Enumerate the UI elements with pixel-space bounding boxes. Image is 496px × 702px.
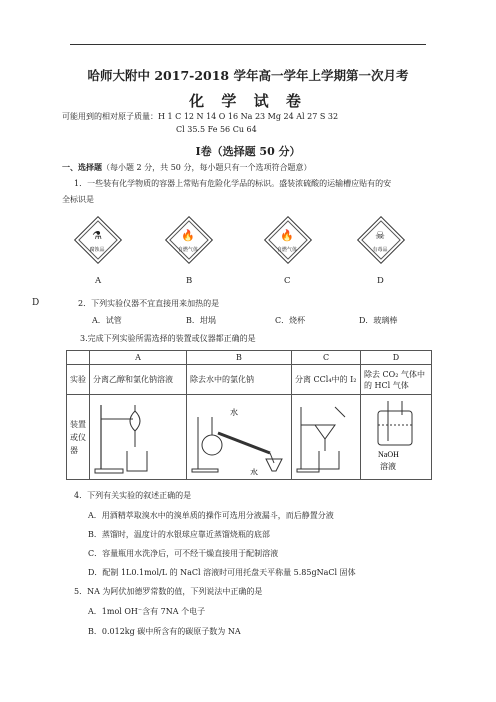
sign-letter-a: A	[95, 276, 102, 286]
naoh-label: NaOH	[378, 450, 399, 459]
filtration-icon	[295, 397, 357, 475]
q2-option-c[interactable]: C．烧杯	[275, 316, 306, 325]
hazard-sign-c[interactable]	[262, 214, 312, 264]
apparatus-a[interactable]	[90, 395, 187, 480]
hazard-label-b: 自燃气体	[177, 247, 198, 253]
exam-title: 哈师大附中 2017-2018 学年高一学年上学期第一次月考	[87, 68, 409, 83]
distillation-icon	[190, 397, 288, 475]
sign-letter-d: D	[377, 276, 384, 286]
row-label-experiment: 实验	[67, 365, 90, 395]
hazard-sign-b[interactable]	[163, 214, 213, 264]
table-header-b: B	[187, 351, 292, 365]
row-label-apparatus: 装置或仪器	[67, 395, 90, 480]
q2-option-d[interactable]: D．玻璃棒	[359, 316, 398, 325]
hazard-label-d: 有毒品	[372, 247, 388, 253]
q3-table	[66, 350, 432, 480]
atomic-mass-line-1: 可能用到的相对原子质量：H 1 C 12 N 14 O 16 Na 23 Mg 24 Al 27 S 32	[62, 112, 339, 121]
q5-text: 5．NA 为阿伏加德罗常数的值，下列说法中正确的是	[74, 587, 263, 596]
flame-icon: 🔥	[181, 229, 195, 242]
handwritten-answer: D	[32, 298, 40, 308]
q2-option-a[interactable]: A．试管	[92, 316, 122, 325]
experiment-a: 分离乙醇和氯化钠溶液	[90, 365, 187, 395]
section-heading-bold: 一、选择题	[62, 162, 102, 172]
hazard-label-a: 腐蚀品	[89, 247, 105, 253]
table-header-a: A	[90, 351, 187, 365]
skull-icon: ☠	[375, 229, 385, 242]
q4-option-d[interactable]: D．配制 1L0.1mol/L 的 NaCl 溶液时可用托盘天平称量 5.85gNaCl 固体	[88, 568, 356, 577]
q4-option-b[interactable]: B．蒸馏时，温度计的水银球应靠近蒸馏烧瓶的底部	[88, 530, 270, 539]
table-header-c: C	[292, 351, 361, 365]
gas-wash-bottle-icon	[364, 397, 428, 475]
separatory-funnel-icon	[93, 397, 183, 475]
experiment-c: 分离 CCl₄中的 I₂	[292, 365, 361, 395]
hazard-sign-d[interactable]	[355, 214, 405, 264]
flame-icon: 🔥	[280, 229, 294, 242]
experiment-b: 除去水中的氯化钠	[187, 365, 292, 395]
q3-text: 3.完成下列实验所需选择的装置或仪器都正确的是	[80, 334, 256, 343]
water-out-label: 水	[250, 468, 258, 475]
apparatus-d[interactable]	[361, 395, 432, 480]
apparatus-b[interactable]	[187, 395, 292, 480]
q5-option-a[interactable]: A．1mol OH⁻含有 7NA 个电子	[88, 607, 206, 616]
section-heading-rest: （每小题 2 分，共 50 分，每小题只有一个选项符合题意）	[102, 163, 312, 172]
sign-letter-b: B	[186, 276, 193, 286]
atomic-mass-line-2: Cl 35.5 Fe 56 Cu 64	[176, 125, 257, 134]
q4-text: 4．下列有关实验的叙述正确的是	[74, 491, 192, 500]
hazard-label-c: 自燃气体	[276, 247, 297, 253]
q2-option-b[interactable]: B．坩埚	[186, 316, 216, 325]
q1-text-line-1: 1．一些装有化学物质的容器上常贴有危险化学品的标识。盛装浓硫酸的运输槽应贴有的安	[74, 179, 392, 188]
apparatus-c[interactable]	[292, 395, 361, 480]
exam-subtitle: 化 学 试 卷	[189, 92, 307, 110]
q4-option-a[interactable]: A．用酒精萃取溴水中的溴单质的操作可选用分液漏斗，而后静置分液	[88, 511, 334, 520]
water-in-label: 水	[230, 408, 238, 417]
q5-option-b[interactable]: B．0.012kg 碳中所含有的碳原子数为 NA	[88, 627, 241, 636]
q4-option-c[interactable]: C．容量瓶用水洗净后，可不经干燥直接用于配制溶液	[88, 549, 279, 558]
experiment-d: 除去 CO₂ 气体中的 HCl 气体	[361, 365, 432, 395]
corrosive-icon: ⚗	[92, 229, 102, 242]
sign-letter-c: C	[284, 276, 291, 286]
q1-text-line-2: 全标识是	[62, 195, 94, 204]
q2-text: 2．下列实验仪器不宜直接用来加热的是	[78, 299, 220, 308]
header-rule	[70, 44, 426, 45]
hazard-sign-a[interactable]	[72, 214, 122, 264]
solution-label: 溶液	[380, 462, 396, 471]
section-title: Ⅰ卷（选择题 50 分）	[195, 145, 301, 158]
section-heading	[62, 161, 311, 174]
table-header-d: D	[361, 351, 432, 365]
